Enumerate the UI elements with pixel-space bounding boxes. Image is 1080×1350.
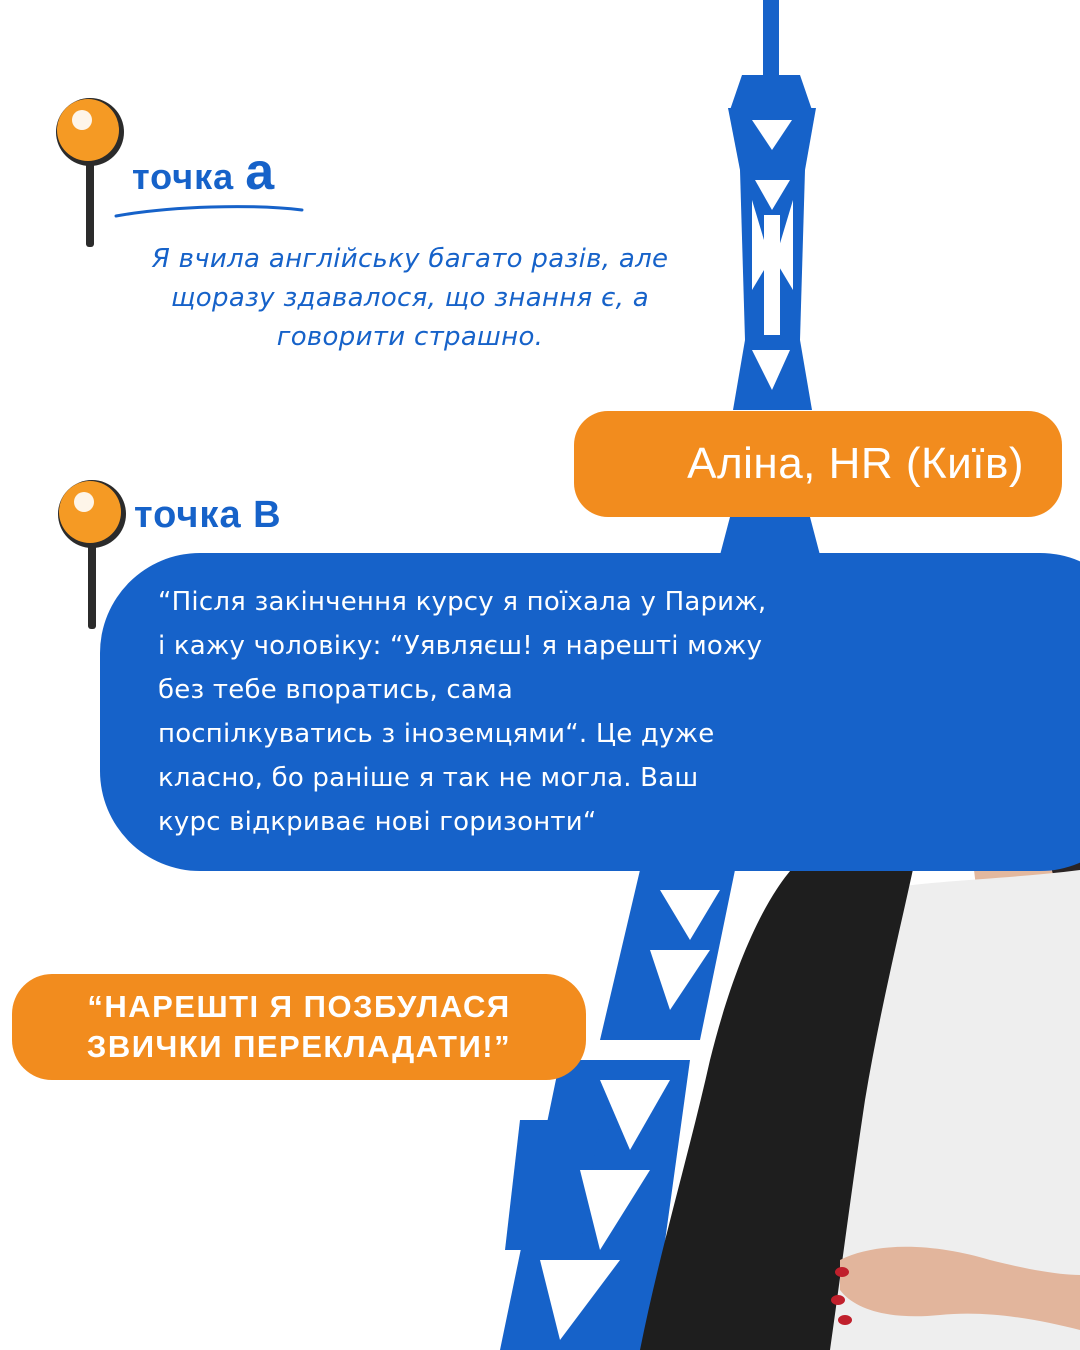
pushpin-icon bbox=[50, 92, 130, 252]
point-b-heading bbox=[134, 494, 282, 537]
slogan-badge bbox=[12, 974, 586, 1080]
point-a-letter: a bbox=[245, 143, 276, 201]
heading-underline bbox=[112, 198, 308, 222]
slogan-text: “НАРЕШТІ Я ПОЗБУЛАСЯ ЗВИЧКИ ПЕРЕКЛАДАТИ!” bbox=[86, 989, 512, 1064]
point-a-text: Я вчила англійську багато разів, але щоразу здавалося, що знання є, а говорити страшно. bbox=[151, 244, 669, 352]
name-badge-text: Аліна, HR (Київ) bbox=[687, 439, 1024, 488]
point-a-label: точка bbox=[132, 156, 235, 197]
point-b-letter: B bbox=[253, 494, 282, 536]
name-badge bbox=[574, 411, 1062, 517]
point-a-heading bbox=[132, 142, 275, 202]
point-b-label: точка bbox=[134, 494, 242, 536]
testimonial-text: “Після закінчення курсу я поїхала у Париж, і кажу чоловіку: “Уявляєш! я нарешті можу без тебе впоратись, сама поспілкуватись з іноземцями“. Це дуже класно, бо раніше я так не могла. Ваш курс відкриває нові горизонти“ bbox=[158, 587, 767, 837]
